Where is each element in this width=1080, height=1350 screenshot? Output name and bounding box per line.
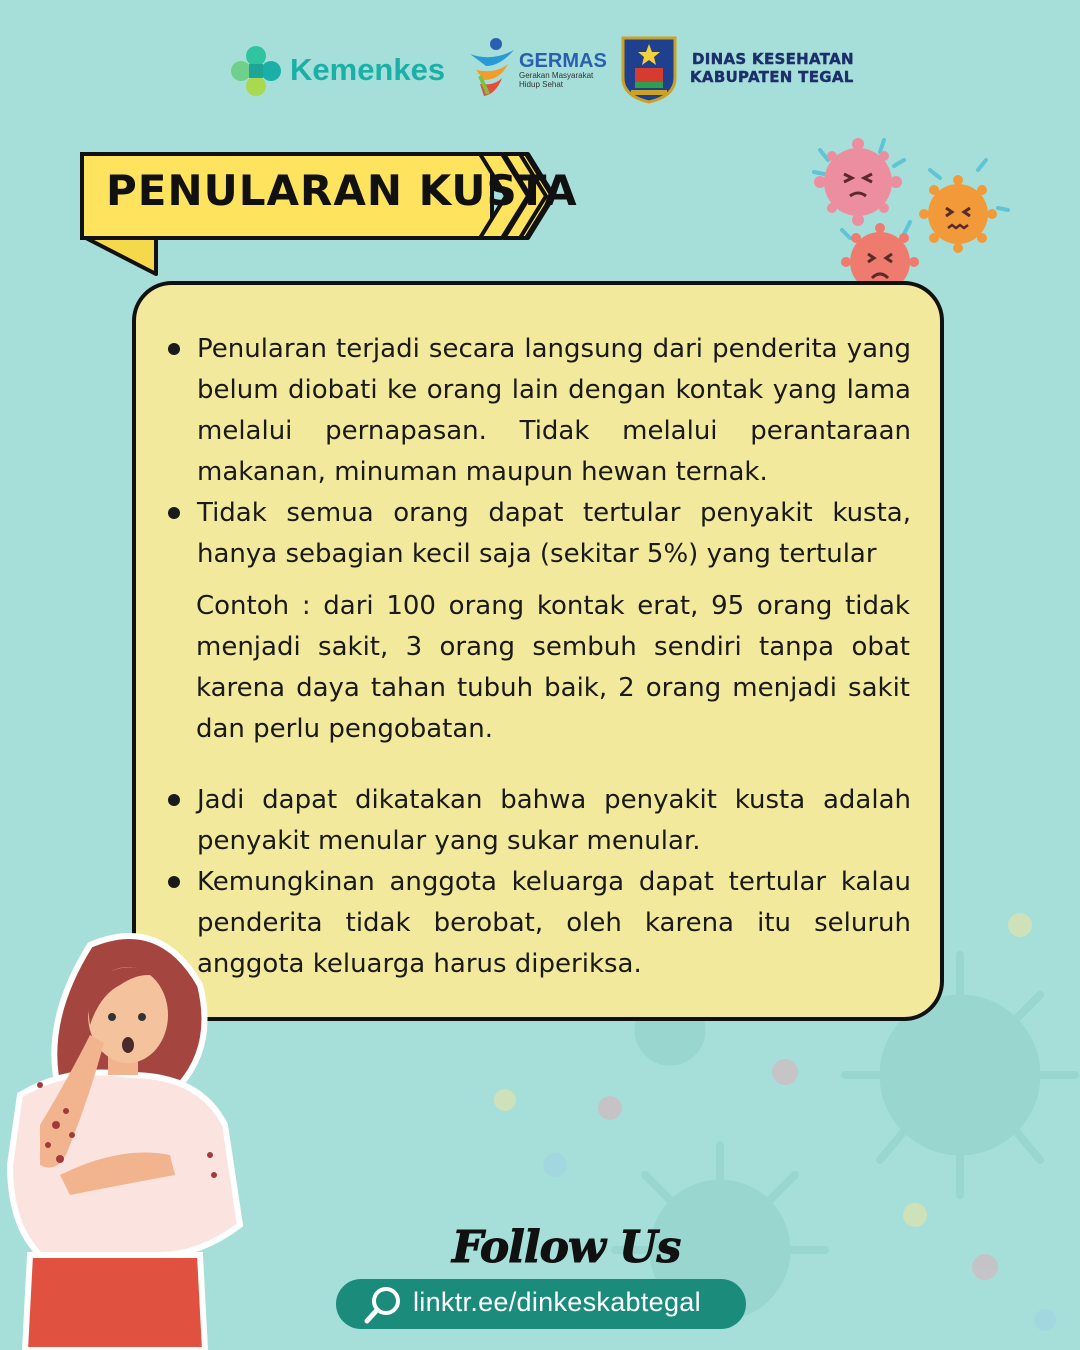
example-paragraph: Contoh : dari 100 orang kontak erat, 95 orang tidak menjadi sakit, 3 orang sembuh sendiri tanpa obat karena daya tahan tubuh baik, 2 orang menjadi sakit dan perlu pengobatan.	[196, 591, 910, 744]
bullet-1	[168, 343, 180, 355]
kemenkes-logo-icon	[229, 44, 283, 98]
search-icon	[362, 1283, 406, 1327]
germas-label: GERMAS	[519, 50, 607, 72]
follow-us-label: Follow Us	[452, 1222, 681, 1273]
paragraph-2: Tidak semua orang dapat tertular penyakit kusta, hanya sebagian kecil saja (sekitar 5%) yang tertular	[197, 498, 911, 569]
germas-subtitle-line2: Hidup Sehat	[519, 80, 564, 89]
germas-subtitle-line1: Gerakan Masyarakat	[519, 71, 594, 80]
kemenkes-label: Kemenkes	[290, 52, 446, 87]
page-title: PENULARAN KUSTA	[106, 166, 578, 215]
bullet-3	[168, 794, 180, 806]
tegal-crest-icon	[621, 36, 677, 104]
woman-illustration	[0, 925, 250, 1350]
bullet-4	[168, 876, 180, 888]
paragraph-3: Jadi dapat dikatakan bahwa penyakit kusta adalah penyakit menular yang sukar menular.	[197, 785, 911, 856]
germas-logo-icon	[466, 36, 518, 98]
kabupaten-tegal-label: KABUPATEN TEGAL	[690, 68, 854, 86]
bullet-2	[168, 507, 180, 519]
paragraph-4: Kemungkinan anggota keluarga dapat tertular kalau penderita tidak berobat, oleh karena itu seluruh anggota keluarga harus diperiksa.	[197, 867, 911, 979]
link-text[interactable]: linktr.ee/dinkeskabtegal	[413, 1287, 701, 1317]
dinas-kesehatan-label: DINAS KESEHATAN	[692, 50, 854, 68]
paragraph-1: Penularan terjadi secara langsung dari penderita yang belum diobati ke orang lain dengan kontak yang lama melalui pernapasan. Tidak melalui perantaraan makanan, minuman maupun hewan ternak.	[197, 334, 911, 487]
